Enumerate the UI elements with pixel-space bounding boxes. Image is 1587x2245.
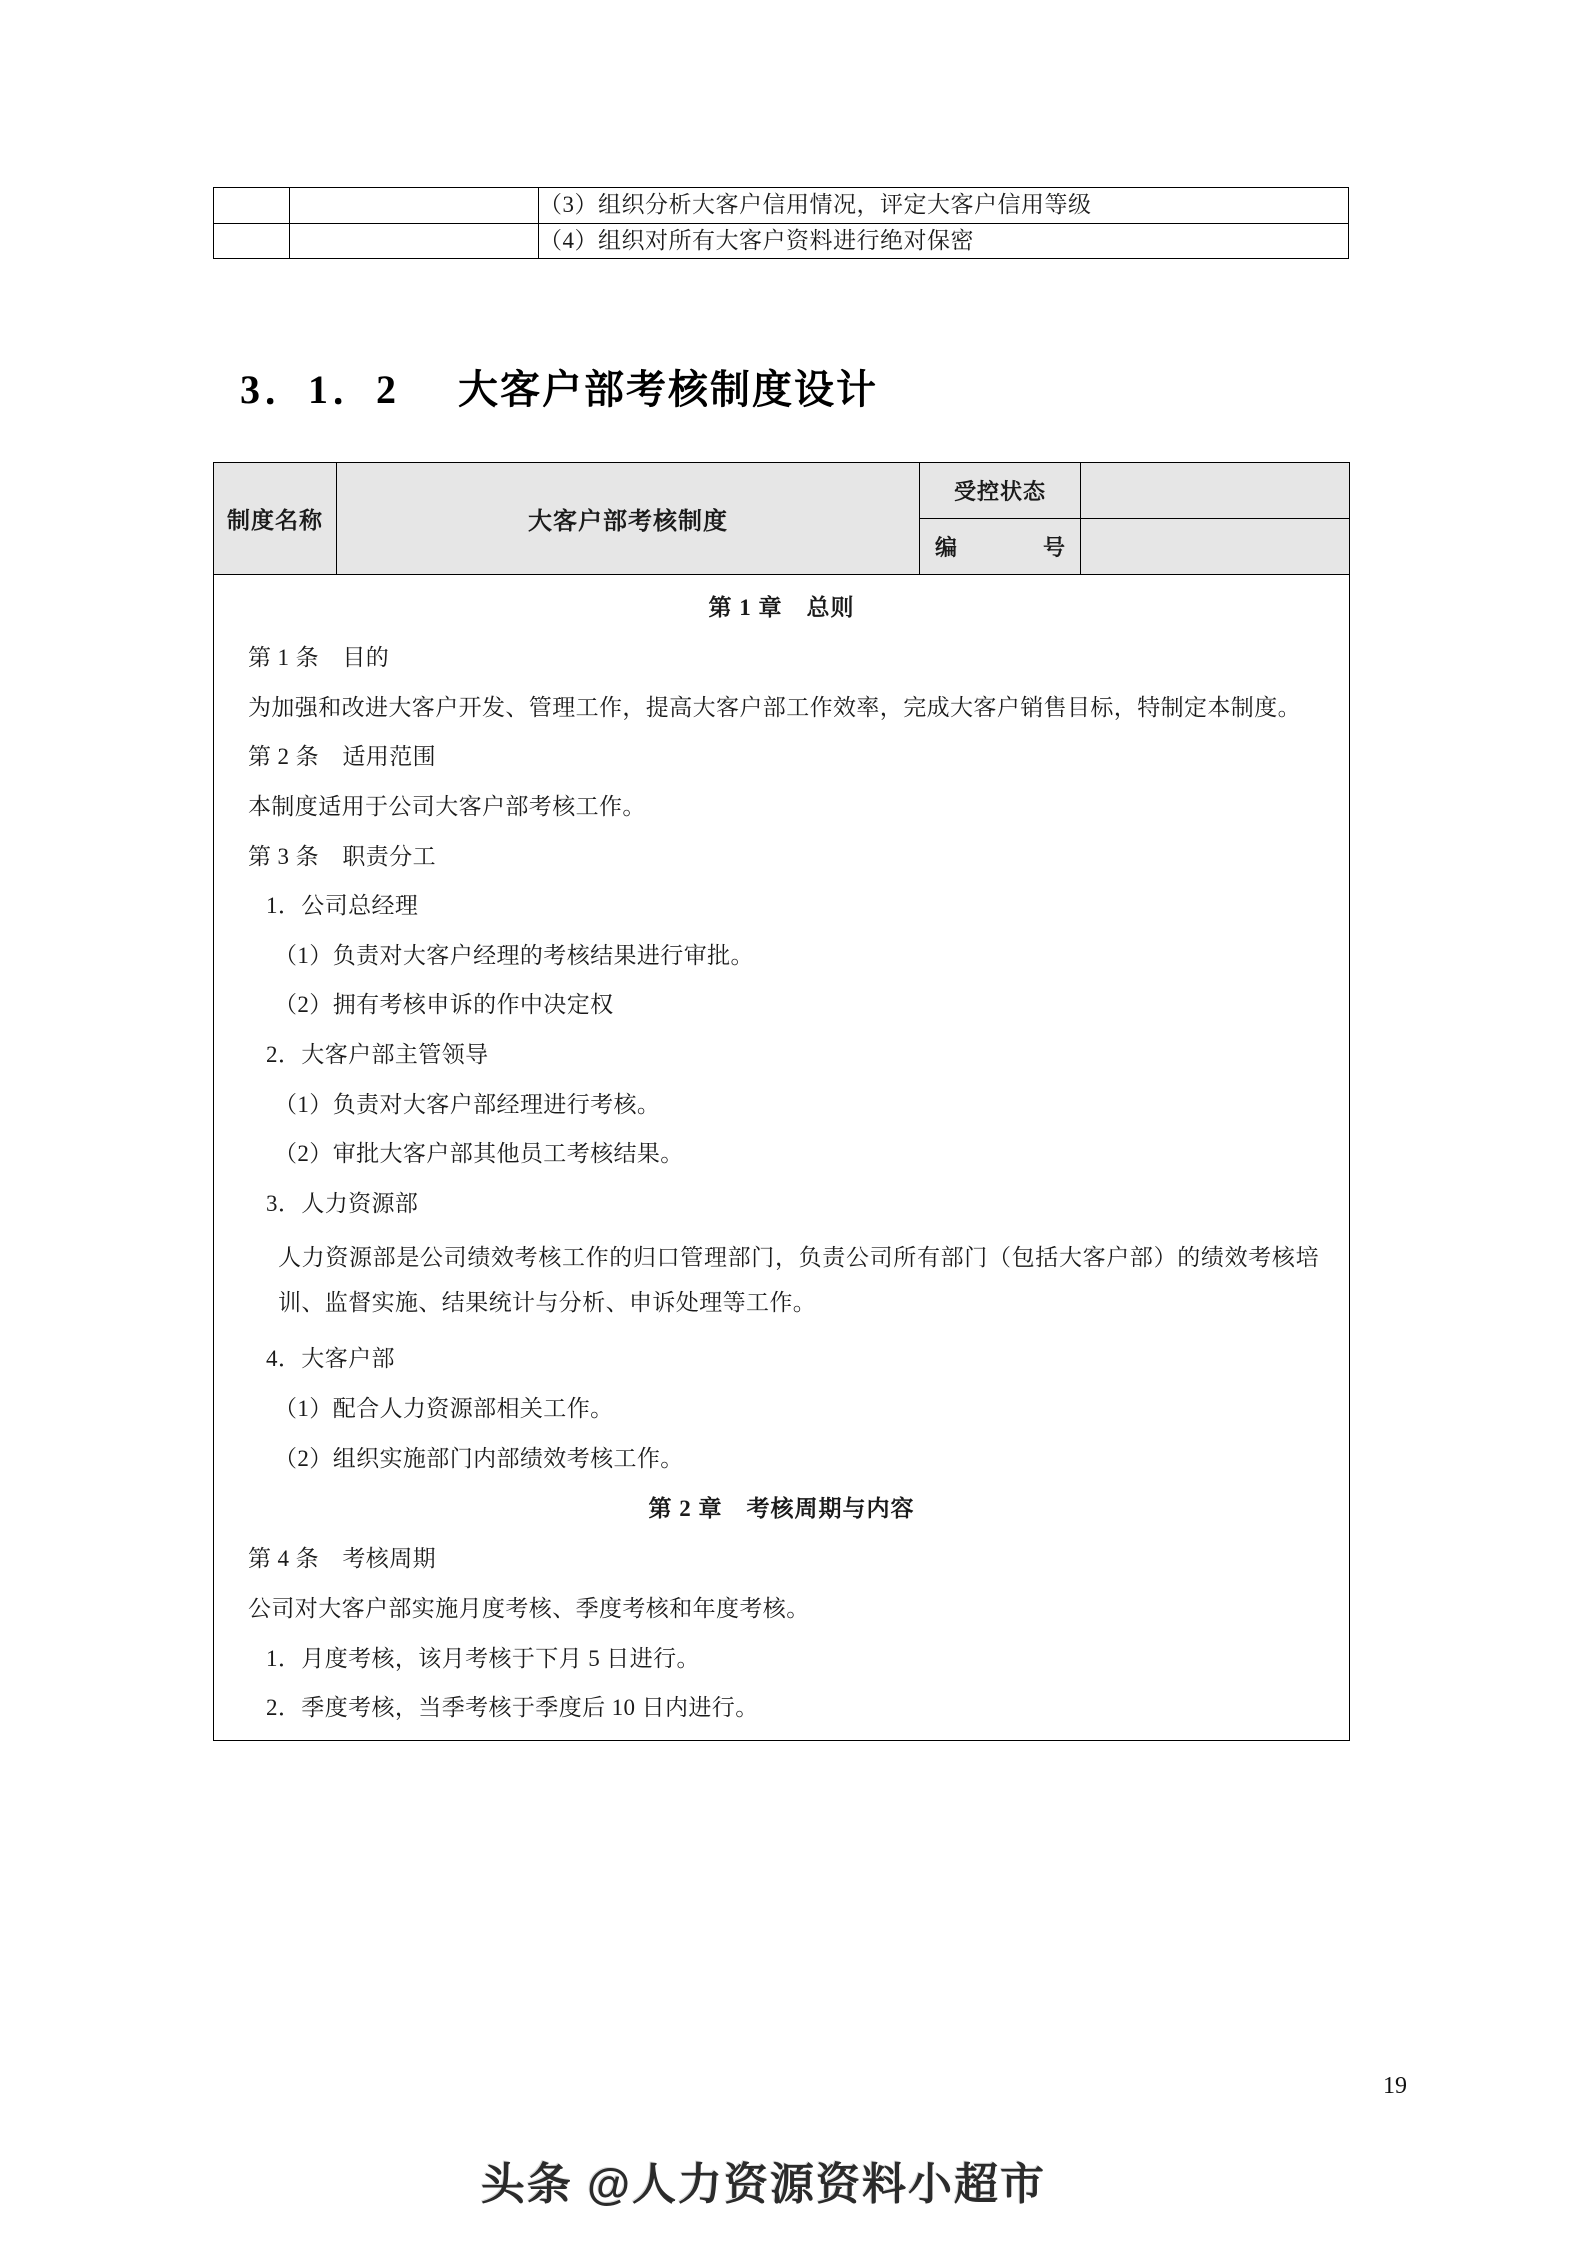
table-row: [214, 188, 1349, 224]
article-2-text: 本制度适用于公司大客户部考核工作。: [248, 793, 646, 819]
control-status-value: [1081, 463, 1350, 519]
institution-header-row: [214, 463, 1350, 519]
article-2-title: 第 2 条 适用范围: [248, 744, 436, 770]
page-number: 19: [1383, 2073, 1407, 2099]
section-number: 3．1．2: [240, 367, 400, 412]
chapter-2-title: 第 2 章 考核周期与内容: [648, 1496, 915, 1522]
duty-item-2-title: 2．大客户部主管领导: [266, 1042, 489, 1068]
document-number-label: [920, 519, 1081, 575]
watermark: 头条 @人力资源资料小超市: [480, 2160, 1047, 2209]
section-title: 大客户部考核制度设计: [458, 367, 878, 412]
duty-item-4-title: 4．大客户部: [266, 1346, 395, 1372]
article-1-text: 为加强和改进大客户开发、管理工作，提高大客户部工作效率，完成大客户销售目标，特制定本制度。: [248, 694, 1301, 720]
article-1-title: 第 1 条 目的: [248, 645, 390, 670]
institution-name-value: 大客户部考核制度: [337, 463, 920, 575]
section-heading: [240, 358, 878, 415]
continuation-cell-blank-a: [214, 188, 290, 224]
duty-item-2-sub-1: （1）负责对大客户部经理进行考核。: [274, 1091, 661, 1117]
duty-item-3-text: 人力资源部是公司绩效考核工作的归口管理部门，负责公司所有部门（包括大客户部）的绩效考核培训、监督实施、结果统计与分析、申诉处理等工作。: [278, 1244, 1319, 1315]
chapter-1-title: 第 1 章 总则: [708, 595, 855, 620]
article-4-item-1: 1．月度考核，该月考核于下月 5 日进行。: [266, 1645, 700, 1671]
duty-item-4-sub-1: （1）配合人力资源部相关工作。: [274, 1396, 614, 1422]
institution-name-label: 制度名称: [214, 463, 337, 575]
table-row: [214, 223, 1349, 259]
continuation-cell-text: （3）组织分析大客户信用情况，评定大客户信用等级: [539, 188, 1349, 224]
institution-body-cell: [214, 575, 1350, 1741]
duty-item-2-sub-2: （2）审批大客户部其他员工考核结果。: [274, 1141, 684, 1167]
document-number-value: [1081, 519, 1350, 575]
continuation-table: [213, 187, 1349, 259]
control-status-label: 受控状态: [920, 463, 1081, 519]
article-4-item-2: 2．季度考核，当季考核于季度后 10 日内进行。: [266, 1695, 759, 1721]
institution-body-row: [214, 575, 1350, 1741]
duty-item-1-sub-1: （1）负责对大客户经理的考核结果进行审批。: [274, 942, 754, 968]
duty-item-4-sub-2: （2）组织实施部门内部绩效考核工作。: [274, 1445, 684, 1471]
institution-table: [213, 462, 1350, 1741]
duty-item-1-sub-2: （2）拥有考核申诉的作中决定权: [274, 992, 614, 1018]
duty-item-1-title: 1．公司总经理: [266, 893, 419, 919]
continuation-cell-blank-a: [214, 223, 290, 259]
article-4-title: 第 4 条 考核周期: [248, 1546, 436, 1572]
article-3-title: 第 3 条 职责分工: [248, 843, 436, 869]
continuation-cell-blank-b: [290, 223, 539, 259]
continuation-cell-blank-b: [290, 188, 539, 224]
continuation-cell-text: （4）组织对所有大客户资料进行绝对保密: [539, 223, 1349, 259]
duty-item-3-title: 3．人力资源部: [266, 1191, 419, 1217]
article-4-text: 公司对大客户部实施月度考核、季度考核和年度考核。: [248, 1595, 810, 1621]
document-number-label-text: 编 号: [934, 535, 1079, 560]
